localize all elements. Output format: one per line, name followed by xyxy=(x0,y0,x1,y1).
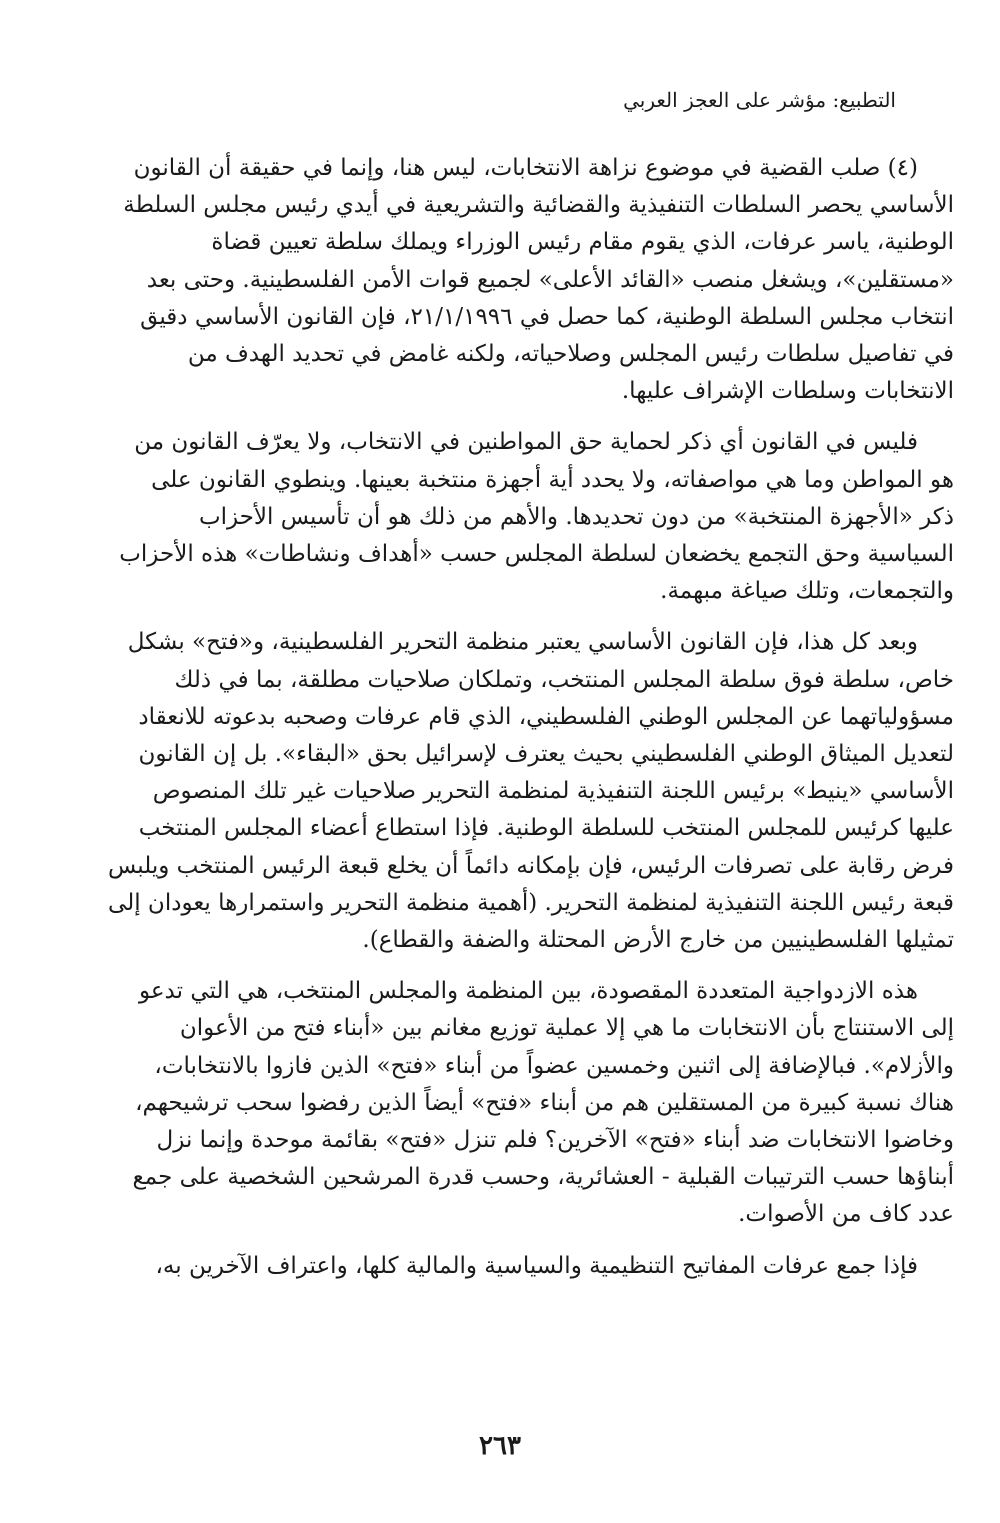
body-text xyxy=(46,150,954,1299)
paragraph xyxy=(46,424,954,610)
text-line: والتجمعات، وتلك صياغة مبهمة. xyxy=(660,578,954,605)
text-line: لتعديل الميثاق الوطني الفلسطيني بحيث يعترف لإسرائيل بحق «البقاء». بل إن القانون xyxy=(138,741,954,768)
paragraph xyxy=(46,150,954,410)
text-line: فرض رقابة على تصرفات الرئيس، فإن بإمكانه دائماً أن يخلع قبعة الرئيس المنتخب ويلبس xyxy=(107,852,954,879)
paragraph xyxy=(46,1248,954,1285)
text-line: خاص، سلطة فوق سلطة المجلس المنتخب، وتملكان صلاحيات مطلقة، بما في ذلك xyxy=(174,666,954,693)
text-line: انتخاب مجلس السلطة الوطنية، كما حصل في ٢١/١/١٩٩٦، فإن القانون الأساسي دقيق xyxy=(140,303,954,330)
paragraph xyxy=(46,624,954,959)
text-line: وخاضوا الانتخابات ضد أبناء «فتح» الآخرين؟ فلم تنزل «فتح» بقائمة موحدة وإنما نزل xyxy=(156,1127,954,1154)
text-line: (٤) صلب القضية في موضوع نزاهة الانتخابات، ليس هنا، وإنما في حقيقة أن القانون xyxy=(133,155,918,181)
running-head: التطبيع: مؤشر على العجز العربي xyxy=(623,88,896,112)
text-line: والأزلام». فبالإضافة إلى اثنين وخمسين عضواً من أبناء «فتح» الذين فازوا بالانتخابات، xyxy=(154,1052,954,1079)
text-line: فإذا جمع عرفات المفاتيح التنظيمية والسياسية والمالية كلها، واعتراف الآخرين به، xyxy=(155,1252,918,1279)
text-line: إلى الاستنتاج بأن الانتخابات ما هي إلا عملية توزيع مغانم بين «أبناء فتح من الأعوان xyxy=(179,1015,954,1042)
paragraph xyxy=(46,973,954,1233)
text-line: هناك نسبة كبيرة من المستقلين هم من أبناء «فتح» أيضاً الذين رفضوا سحب ترشيحهم، xyxy=(135,1089,954,1116)
text-line: السياسية وحق التجمع يخضعان لسلطة المجلس حسب «أهداف ونشاطات» هذه الأحزاب xyxy=(119,541,954,568)
text-line: مسؤولياتهما عن المجلس الوطني الفلسطيني، الذي قام عرفات وصحبه بدعوته للانعقاد xyxy=(138,703,954,730)
text-line: ذكر «الأجهزة المنتخبة» من دون تحديدها. والأهم من ذلك هو أن تأسيس الأحزاب xyxy=(198,503,954,530)
text-line: «مستقلين»، ويشغل منصب «القائد الأعلى» لجميع قوات الأمن الفلسطينية. وحتى بعد xyxy=(146,266,954,293)
page-number: ٢٦٣ xyxy=(479,1431,521,1461)
text-line: الانتخابات وسلطات الإشراف عليها. xyxy=(621,378,954,405)
text-line: فليس في القانون أي ذكر لحماية حق المواطنين في الانتخاب، ولا يعرّف القانون من xyxy=(134,429,918,456)
text-line: أبناؤها حسب الترتيبات القبلية - العشائرية، وحسب قدرة المرشحين الشخصية على جمع xyxy=(132,1164,954,1191)
text-line: الوطنية، ياسر عرفات، الذي يقوم مقام رئيس الوزراء ويملك سلطة تعيين قضاة xyxy=(211,229,954,256)
text-line: هو المواطن وما هي مواصفاته، ولا يحدد أية أجهزة منتخبة بعينها. وينطوي القانون على xyxy=(151,466,954,493)
text-line: الأساسي «ينيط» برئيس اللجنة التنفيذية لمنظمة التحرير صلاحيات غير تلك المنصوص xyxy=(152,778,954,805)
text-line: عليها كرئيس للمجلس المنتخب للسلطة الوطنية. فإذا استطاع أعضاء المجلس المنتخب xyxy=(138,815,954,842)
text-line: تمثيلها الفلسطينيين من خارج الأرض المحتلة والضفة والقطاع). xyxy=(362,927,954,954)
text-line: عدد كاف من الأصوات. xyxy=(738,1201,954,1228)
text-line: في تفاصيل سلطات رئيس المجلس وصلاحياته، ولكنه غامض في تحديد الهدف من xyxy=(187,341,954,368)
text-line: وبعد كل هذا، فإن القانون الأساسي يعتبر منظمة التحرير الفلسطينية، و«فتح» بشكل xyxy=(127,629,918,656)
text-line: الأساسي يحصر السلطات التنفيذية والقضائية والتشريعية في أيدي رئيس مجلس السلطة xyxy=(123,192,954,219)
text-line: هذه الازدواجية المتعددة المقصودة، بين المنظمة والمجلس المنتخب، هي التي تدعو xyxy=(138,978,918,1005)
text-line: قبعة رئيس اللجنة التنفيذية لمنظمة التحرير. (أهمية منظمة التحرير واستمرارها يعودان إلى xyxy=(108,889,954,916)
